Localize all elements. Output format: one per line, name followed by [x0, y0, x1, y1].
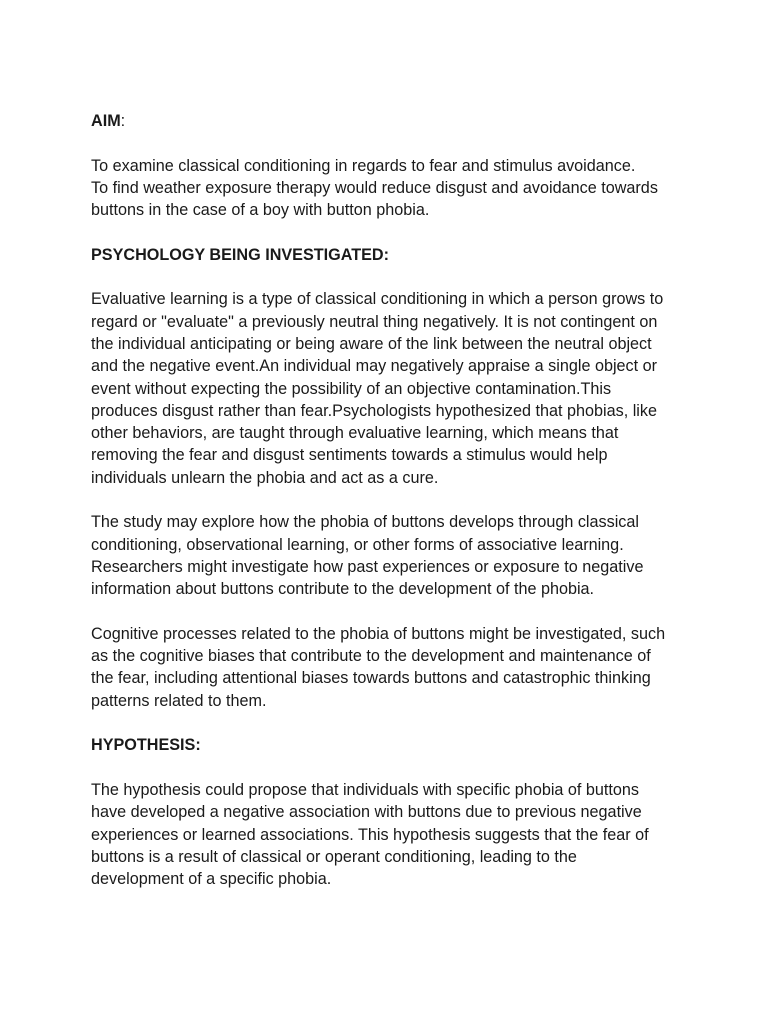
text-line: individuals unlearn the phobia and act as a cure.: [91, 468, 439, 487]
text-line: Cognitive processes related to the phobia of buttons might be investigated, such: [91, 624, 666, 643]
aim-heading: [91, 110, 681, 132]
aim-heading-colon: :: [120, 112, 126, 130]
text-line: buttons in the case of a boy with button phobia.: [91, 201, 430, 220]
text-line: To examine classical conditioning in regards to fear and stimulus avoidance.: [91, 156, 636, 175]
text-line: Researchers might investigate how past experiences or exposure to negative: [91, 557, 644, 576]
text-line: To find weather exposure therapy would reduce disgust and avoidance towards: [91, 178, 658, 197]
text-line: as the cognitive biases that contribute to the development and maintenance of: [91, 647, 651, 666]
text-line: removing the fear and disgust sentiments towards a stimulus would help: [91, 446, 608, 465]
aim-paragraph: [91, 155, 681, 222]
hypothesis-paragraph: [91, 779, 681, 890]
psychology-paragraph-3: [91, 623, 681, 712]
text-line: and the negative event.An individual may negatively appraise a single object or: [91, 357, 658, 376]
text-line: The hypothesis could propose that individuals with specific phobia of buttons: [91, 780, 640, 799]
text-line: patterns related to them.: [91, 691, 267, 710]
text-line: other behaviors, are taught through evaluative learning, which means that: [91, 424, 619, 443]
text-line: event without expecting the possibility of an objective contamination.This: [91, 379, 612, 398]
psychology-paragraph-2: [91, 511, 681, 600]
text-line: The study may explore how the phobia of buttons develops through classical: [91, 513, 640, 532]
text-line: have developed a negative association with buttons due to previous negative: [91, 803, 642, 822]
document-page: [91, 110, 681, 913]
psychology-paragraph-1: [91, 288, 681, 489]
text-line: regard or "evaluate" a previously neutral thing negatively. It is not contingent on: [91, 312, 658, 331]
psychology-heading: PSYCHOLOGY BEING INVESTIGATED:: [91, 245, 390, 264]
text-line: conditioning, observational learning, or other forms of associative learning.: [91, 535, 624, 554]
text-line: the individual anticipating or being aware of the link between the neutral object: [91, 334, 652, 353]
text-line: experiences or learned associations. This hypothesis suggests that the fear of: [91, 825, 649, 844]
hypothesis-heading: HYPOTHESIS:: [91, 736, 201, 755]
text-line: buttons is a result of classical or operant conditioning, leading to the: [91, 847, 577, 866]
text-line: information about buttons contribute to the development of the phobia.: [91, 580, 595, 599]
text-line: Evaluative learning is a type of classical conditioning in which a person grows to: [91, 290, 664, 309]
aim-heading-text: AIM: [91, 112, 121, 130]
text-line: development of a specific phobia.: [91, 870, 332, 889]
text-line: the fear, including attentional biases towards buttons and catastrophic thinking: [91, 669, 651, 688]
text-line: produces disgust rather than fear.Psychologists hypothesized that phobias, like: [91, 401, 658, 420]
